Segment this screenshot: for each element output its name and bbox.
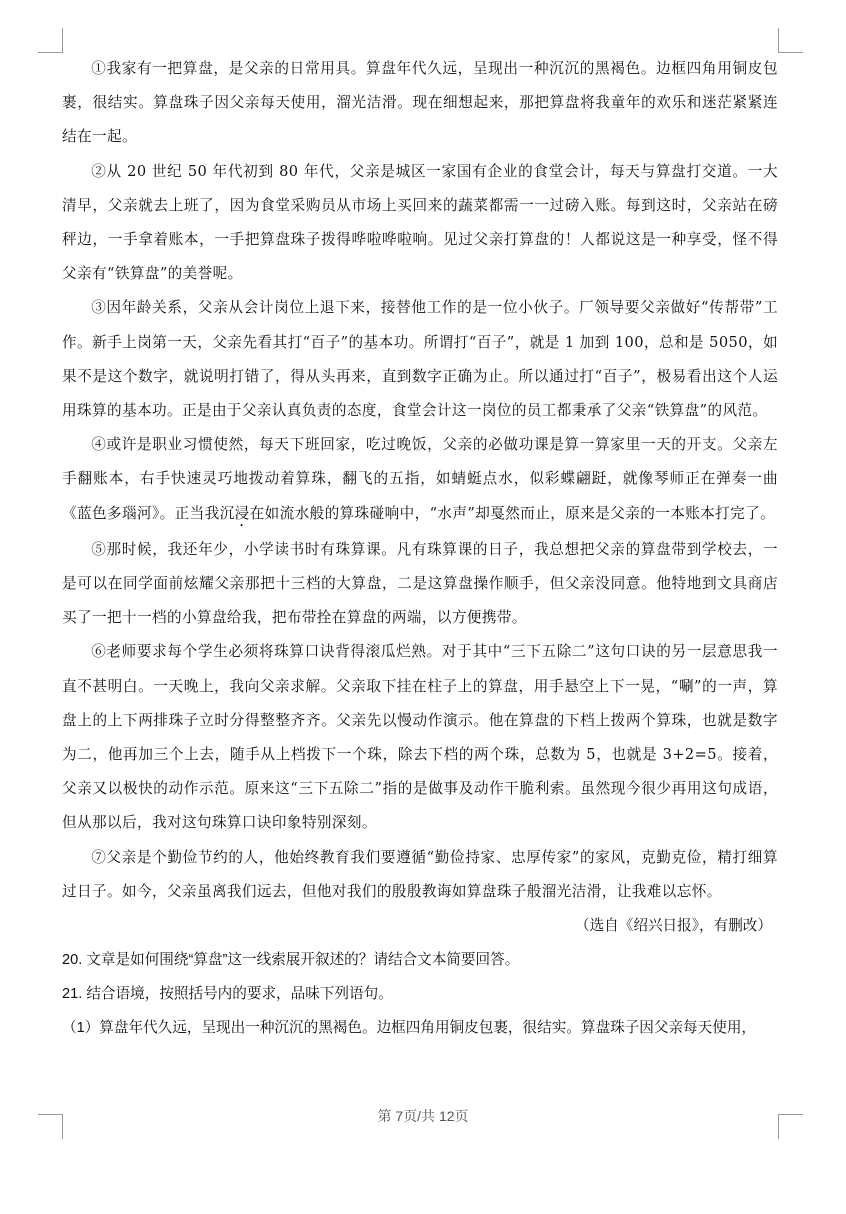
paragraph-4-text-after: 在如流水般的算珠碰响中，“水声”却戛然而止，原来是父亲的一本账本打完了。 bbox=[249, 504, 776, 522]
emphasis-mark-char: 浸 bbox=[234, 504, 250, 522]
crop-mark-top-right bbox=[778, 28, 803, 53]
question-21-part-1: （1）算盘年代久远，呈现出一种沉沉的黑褐色。边框四角用铜皮包裹，很结实。算盘珠子因父亲每天使用， bbox=[62, 1020, 757, 1037]
paragraph-5: ⑤那时候，我还年少，小学读书时有珠算课。凡有珠算课的日子，我总想把父亲的算盘带到学校去，一是可以在同学面前炫耀父亲那把十三档的大算盘，二是这算盘操作顺手，但父亲没同意。他特地到文具商店买了一把十一档的小算盘给我，把布带拴在算盘的两端，以方便携带。 bbox=[62, 540, 778, 627]
document-body bbox=[62, 52, 778, 1045]
paragraph-3: ③因年龄关系，父亲从会计岗位上退下来，接替他工作的是一位小伙子。厂领导要父亲做好“传帮带”工作。新手上岗第一天，父亲先看其打“百子”的基本功。所谓打“百子”，就是 1 加到 100，总和是 5050，如果不是这个数字，就说明打错了，得从头再来，直到数字正确为止。所以通过打“百子”，极易看出这个人运用珠算的基本功。正是由于父亲认真负责的态度，食堂会计这一岗位的员工都秉承了父亲“铁算盘”的风范。 bbox=[62, 299, 778, 420]
paragraph-2: ②从 20 世纪 50 年代初到 80 年代，父亲是城区一家国有企业的食堂会计，每天与算盘打交道。一大清早，父亲就去上班了，因为食堂采购员从市场上买回来的蔬菜都需一一过磅入账。每到这时，父亲站在磅秤边，一手拿着账本，一手把算盘珠子拨得哗啦哗啦响。见过父亲打算盘的！人都说这是一种享受，怪不得父亲有“铁算盘”的美誉呢。 bbox=[62, 162, 778, 283]
paragraph-6: ⑥老师要求每个学生必须将珠算口诀背得滚瓜烂熟。对于其中“三下五除二”这句口诀的另一层意思我一直不甚明白。一天晚上，我向父亲求解。父亲取下挂在柱子上的算盘，用手悬空上下一晃，“唰”的一声，算盘上的上下两排珠子立时分得整整齐齐。父亲先以慢动作演示。他在算盘的下档上拨两个算珠，也就是数字为二，他再加三个上去，随手从上档拨下一个珠，除去下档的两个珠，总数为 5，也就是 3+2=5。接着，父亲又以极快的动作示范。原来这“三下五除二”指的是做事及动作干脆利索。虽然现今很少再用这句成语，但从那以后，我对这句珠算口诀印象特别深刻。 bbox=[62, 643, 778, 832]
paragraph-4 bbox=[62, 428, 778, 531]
paragraph-7: ⑦父亲是个勤俭节约的人，他始终教育我们要遵循“勤俭持家、忠厚传家”的家风，克勤克俭，精打细算过日子。如今，父亲虽离我们远去，但他对我们的殷殷教诲如算盘珠子般溜光洁滑，让我难以忘怀。 bbox=[62, 848, 778, 900]
crop-mark-top-left bbox=[38, 28, 63, 53]
paragraph-1: ①我家有一把算盘，是父亲的日常用具。算盘年代久远，呈现出一种沉沉的黑褐色。边框四角用铜皮包裹，很结实。算盘珠子因父亲每天使用，溜光洁滑。现在细想起来，那把算盘将我童年的欢乐和迷茫紧紧连结在一起。 bbox=[62, 60, 778, 146]
page-number: 第 7页/共 12页 bbox=[377, 1108, 469, 1124]
article-source: （选自《绍兴日报》，有删改） bbox=[574, 918, 772, 935]
question-21: 21. 结合语境，按照括号内的要求，品味下列语句。 bbox=[62, 986, 393, 1003]
question-20: 20. 文章是如何围绕“算盘”这一线索展开叙述的？请结合文本简要回答。 bbox=[62, 952, 520, 969]
paragraph-4-text-before: ④或许是职业习惯使然，每天下班回家，吃过晚饭，父亲的必做功课是算一算家里一天的开支。父亲左手翻账本，右手快速灵巧地拨动着算珠，翻飞的五指，如蜻蜓点水，似彩蝶翩跹，就像琴师正在弹奏一曲《蓝色多瑙河》。正当我沉 bbox=[62, 436, 778, 522]
